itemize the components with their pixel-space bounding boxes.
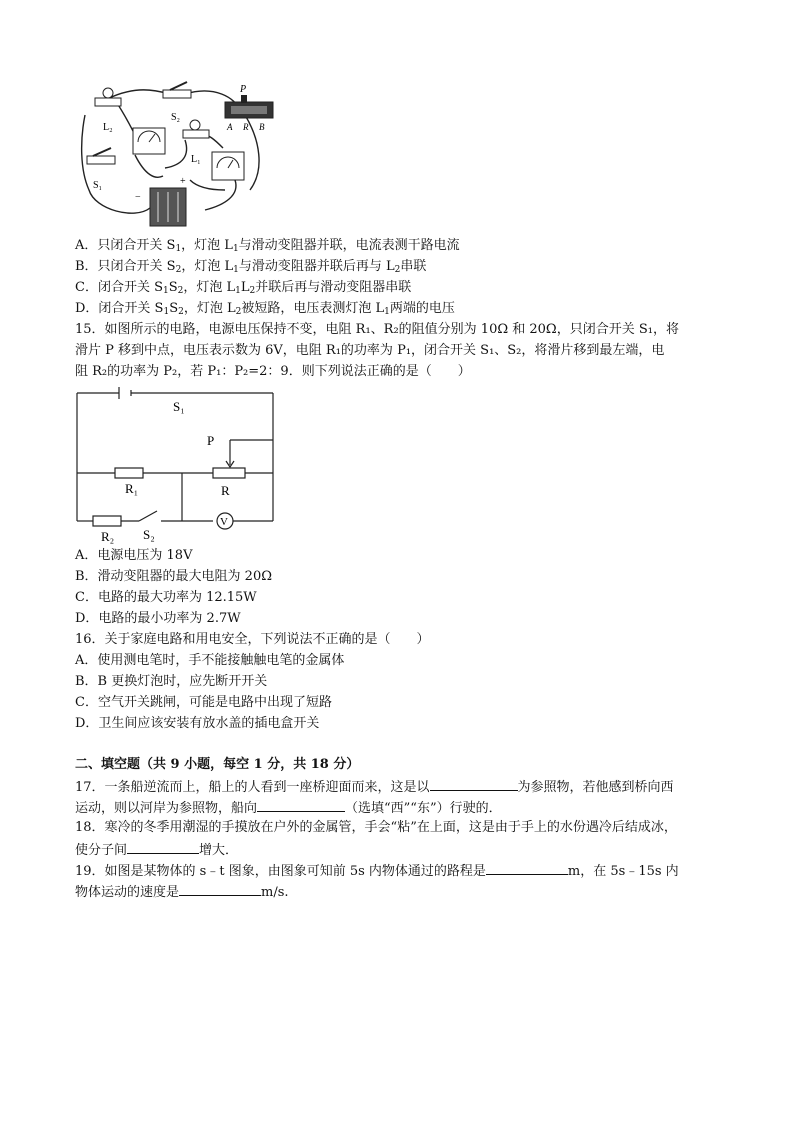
q17-line1: 17．一条船逆流而上，船上的人看到一座桥迎面而来，这是以 为参照物，若他感到桥向西 [75,780,674,795]
meter-center-icon [133,128,165,154]
q16-option-b: B．B 更换灯泡时，应先断开开关 [75,674,268,689]
switch-S1-icon [87,148,115,164]
q19-blank-2[interactable] [179,883,261,896]
label-S2-schematic: S₂ [143,527,155,542]
label-L2: L₂ [103,122,113,133]
q15-option-a: A．电源电压为 18V [75,548,193,563]
bulb-L1-icon [183,120,209,138]
q15-stem-line3: 阻 R₂的功率为 P₂，若 P₁：P₂=2：9．则下列说法正确的是（ ） [75,364,471,379]
label-plus: + [180,176,186,187]
circuit-figure-schematic [75,385,275,544]
q14-option-c: C．闭合开关 $S_1S_2$，灯泡 $L_1L_2$并联后再与滑动变阻器串联 [75,280,412,296]
q17-line2: 运动，则以河岸为参照物，船向 （选填“西”“东”）行驶的． [75,801,502,816]
battery-icon [150,188,186,226]
label-R2-schematic: R₂ [101,529,115,544]
q17-blank-1[interactable] [430,778,518,791]
label-P-schematic: P [207,433,215,448]
q18-blank-1[interactable] [127,841,199,854]
label-minus: − [135,192,141,203]
q17-blank-2[interactable] [257,799,345,812]
q15-option-b: B．滑动变阻器的最大电阻为 20Ω [75,569,273,584]
q19-blank-1[interactable] [486,862,568,875]
q19-line1: 19．如图是某物体的 s﹣t 图象，由图象可知前 5s 内物体通过的路程是 m，在 5s﹣15s 内 [75,864,679,879]
q14-option-a: A．只闭合开关 $S_1$，灯泡 $L_1$与滑动变阻器并联，电流表测干路电流 [75,238,460,254]
bulb-L2-icon [95,88,121,106]
q16-option-d: D．卫生间应该安装有放水盖的插电盒开关 [75,716,320,731]
label-R: R [243,122,249,132]
label-B: B [259,122,265,132]
label-R-schematic: R [221,483,230,498]
q16-option-c: C．空气开关跳闸，可能是电路中出现了短路 [75,695,332,710]
q18-line2: 使分子间 增大． [75,843,239,858]
label-L1: L₁ [191,154,201,165]
label-R1-schematic: R₁ [125,481,139,496]
q15-option-d: D．电路的最小功率为 2.7W [75,611,241,626]
q19-line2: 物体运动的速度是 m/s. [75,885,289,900]
q16-stem: 16．关于家庭电路和用电安全，下列说法不正确的是（ ） [75,632,430,647]
q15-stem-line2: 滑片 P 移到中点，电压表示数为 6V，电阻 R₁的功率为 P₁，闭合开关 S₁、S₂，将滑片移到最左端，电 [75,343,665,358]
label-S2: S₂ [171,112,181,123]
label-S1: S₁ [93,180,103,191]
q15-option-c: C．电路的最大功率为 12.15W [75,590,257,605]
q18-line1: 18．寒冷的冬季用潮湿的手摸放在户外的金属管，手会“粘”在上面，这是由于手上的水份遇冷后结成冰， [75,820,677,835]
q14-option-d: D．闭合开关 $S_1S_2$，灯泡 $L_2$被短路，电压表测灯泡 $L_1$两端的电压 [75,301,455,317]
switch-S2-icon [163,82,191,98]
label-S1-schematic: S₁ [173,399,185,414]
rheostat-icon [225,95,273,118]
circuit-figure-physical [75,80,280,230]
label-P: P [240,84,247,95]
q14-option-b: B．只闭合开关 $S_2$，灯泡 $L_1$与滑动变阻器并联后再与 $L_2$串联 [75,259,427,275]
meter-right-icon [212,152,244,180]
q15-stem-line1: 15．如图所示的电路，电源电压保持不变，电阻 R₁、R₂的阻值分别为 10Ω 和 20Ω，只闭合开关 S₁，将 [75,322,679,337]
section-heading-fill-in: 二、填空题（共 9 小题，每空 1 分，共 18 分） [75,757,360,772]
label-V-schematic: V [220,516,228,528]
q16-option-a: A．使用测电笔时，手不能接触触电笔的金属体 [75,653,345,668]
label-A: A [227,122,233,132]
